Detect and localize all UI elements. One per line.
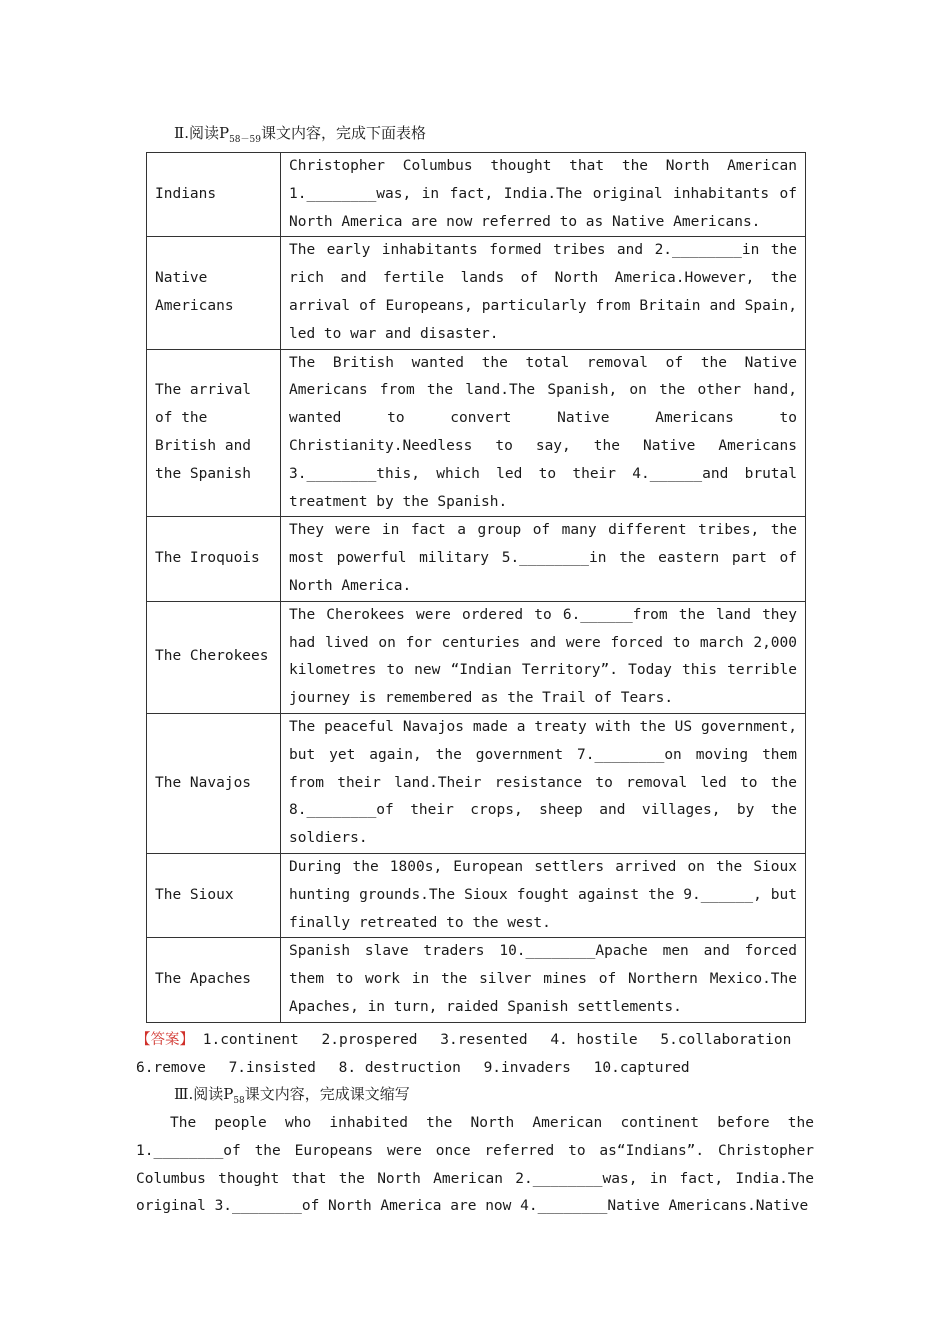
row-label: The Apaches: [147, 938, 281, 1022]
row-label: The Navajos: [147, 713, 281, 853]
answer-item: 6.remove: [136, 1059, 206, 1076]
answer-item: 9.invaders: [483, 1059, 571, 1076]
row-text: The early inhabitants formed tribes and 2.________in the rich and fertile lands of North America.However, the arrival of Europeans, particularly from Britain and Spain, led to war and disaster.: [281, 237, 806, 349]
table-row: [147, 237, 806, 349]
row-text: During the 1800s, European settlers arrived on the Sioux hunting grounds.The Sioux fought against the 9.______, but finally retreated to the west.: [281, 853, 806, 937]
answer-item: 4. hostile: [550, 1032, 638, 1048]
row-label: The Iroquois: [147, 517, 281, 601]
row-text: The Cherokees were ordered to 6.______from the land they had lived on for centuries and were forced to march 2,000 kilometres to new “Indian Territory”. Today this terrible journey is remembered as the Trail of Tears.: [281, 601, 806, 713]
row-text: The peaceful Navajos made a treaty with the US government, but yet again, the government 7.________on moving them from their land.Their resistance to removal led to the 8.________of their crops, sheep and villages, by the soldiers.: [281, 713, 806, 853]
table-row: [147, 853, 806, 937]
native-americans-table: [146, 152, 806, 1023]
table-row: [147, 601, 806, 713]
table-row: [147, 349, 806, 517]
row-label: The Sioux: [147, 853, 281, 937]
section-2-heading: Ⅱ.阅读$P_{58-59}$课文内容，完成下面表格: [174, 124, 426, 145]
row-label: The Cherokees: [147, 601, 281, 713]
row-label: The arrival of the British and the Spanish: [147, 349, 281, 517]
answer-item: 2.prospered: [321, 1032, 418, 1048]
answer-tag: 【答案】: [136, 1032, 194, 1048]
table-row: [147, 938, 806, 1022]
table-row: [147, 713, 806, 853]
row-label: Indians: [147, 153, 281, 237]
answer-item: 10.captured: [593, 1059, 690, 1076]
row-label: Native Americans: [147, 237, 281, 349]
row-text: Spanish slave traders 10.________Apache men and forced them to work in the silver mines of Northern Mexico.The Apaches, in turn, raided Spanish settlements.: [281, 938, 806, 1022]
answer-item: 8. destruction: [338, 1059, 461, 1076]
summary-paragraph: The people who inhabited the North American continent before the 1.________of the Europeans were once referred to as“Indians”. Christopher Columbus thought that the North American 2.________was, in fact, India.The original 3.________of North America are now 4.________Native Americans.Native: [136, 1115, 814, 1215]
answer-item: 1.continent: [202, 1032, 299, 1048]
answer-item: 5.collaboration: [660, 1032, 792, 1048]
section-3-heading: Ⅲ.阅读$P_{58}$课文内容，完成课文缩写: [174, 1085, 410, 1106]
row-text: Christopher Columbus thought that the North American 1.________was, in fact, India.The original inhabitants of North America are now referred to as Native Americans.: [281, 153, 806, 237]
table-row: [147, 153, 806, 237]
answer-item: 3.resented: [440, 1032, 528, 1048]
answer-item: 7.insisted: [228, 1059, 316, 1076]
row-text: They were in fact a group of many different tribes, the most powerful military 5.________in the eastern part of North America.: [281, 517, 806, 601]
row-text: The British wanted the total removal of the Native Americans from the land.The Spanish, on the other hand, wanted to convert Native Americans to Christianity.Needless to say, the Native Americans 3.________this, which led to their 4.______and brutal treatment by the Spanish.: [281, 349, 806, 517]
answer-key: [136, 1027, 816, 1083]
table-row: [147, 517, 806, 601]
